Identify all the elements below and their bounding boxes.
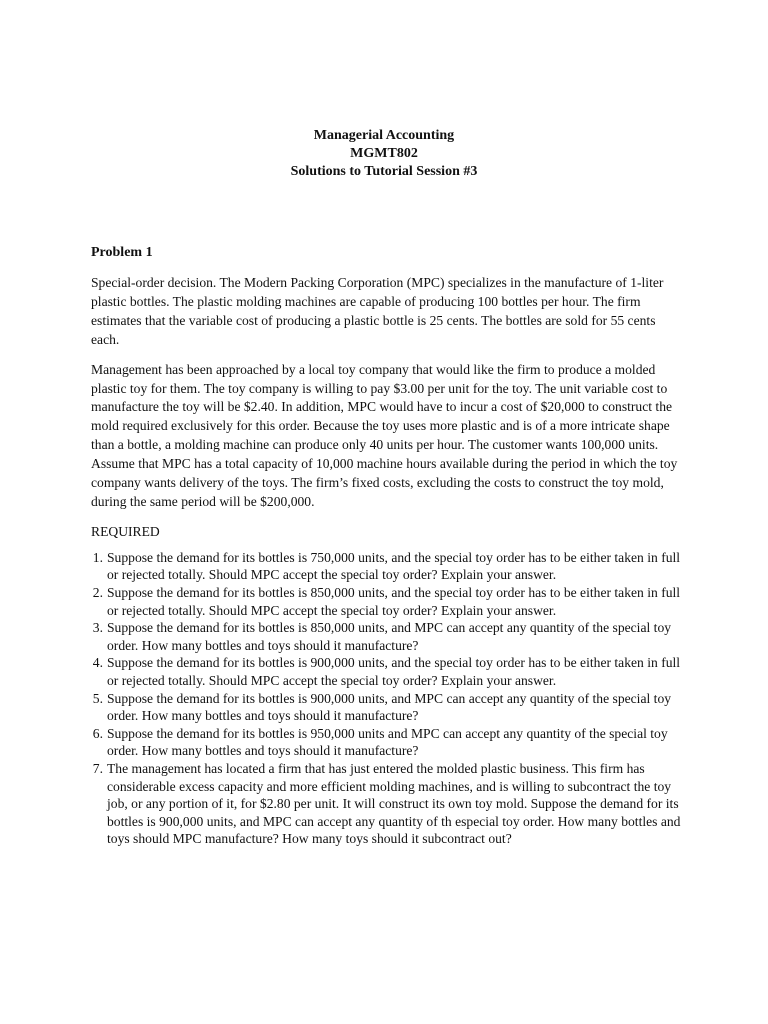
list-item-text: Suppose the demand for its bottles is 950,000 units and MPC can accept any quantity of the special toy order. How many bottles and toys should it manufacture? [107,725,668,759]
list-item [91,654,681,689]
list-item-number: 2. [92,585,103,601]
list-item-text: Suppose the demand for its bottles is 750,000 units, and the special toy order has to be either taken in full or rejected totally. Should MPC accept the special toy order? Explain your answer. [107,549,681,583]
list-item-number: 1. [92,549,103,565]
document-body [91,244,681,848]
problem-title: Problem 1 [91,245,153,260]
list-item-number: 6. [92,725,103,741]
document-header [0,127,768,181]
list-item-number: 4. [92,655,103,671]
list-item-text: Suppose the demand for its bottles is 850,000 units, and MPC can accept any quantity of the special toy order. How many bottles and toys should it manufacture? [107,620,672,653]
course-code: MGMT802 [350,146,418,161]
list-item [91,549,681,584]
list-item-text: The management has located a firm that has just entered the molded plastic business. This firm has considerable excess capacity and more efficient molding machines, and is willing to subcontract the toy job, or any portion of it, for $2.80 per unit. It will construct its own toy mold. Suppose the demand for its bottles is 900,000 units, and MPC can accept any quantity of th especial toy order. How many bottles and toys should MPC manufacture? How many toys should it subcontract out? [107,761,681,847]
list-item [91,619,681,654]
list-item-text: Suppose the demand for its bottles is 900,000 units, and MPC can accept any quantity of the special toy order. How many bottles and toys should it manufacture? [107,690,672,724]
list-item-text: Suppose the demand for its bottles is 850,000 units, and the special toy order has to be either taken in full or rejected totally. Should MPC accept the special toy order? Explain your answer. [107,585,681,618]
list-item-number: 5. [92,690,103,706]
required-label: REQUIRED [91,523,160,539]
list-item [91,690,681,725]
list-item [91,760,681,848]
problem-paragraph-1: Special-order decision. The Modern Packing Corporation (MPC) specializes in the manufacture of 1-liter plastic bottles. The plastic molding machines are capable of producing 100 bottles per hour. The firm estimates that the variable cost of producing a plastic bottle is 25 cents. The bottles are sold for 55 cents each. [91,275,664,347]
list-item-number: 7. [92,761,103,776]
course-title: Managerial Accounting [313,128,455,143]
list-item-text: Suppose the demand for its bottles is 900,000 units, and the special toy order has to be either taken in full or rejected totally. Should MPC accept the special toy order? Explain your answer. [107,655,681,689]
list-item [91,725,681,760]
problem-paragraph-2: Management has been approached by a local toy company that would like the firm to produce a molded plastic toy for them. The toy company is willing to pay $3.00 per unit for the toy. The unit variable cost to manufacture the toy will be $2.40. In addition, MPC would have to incur a cost of $20,000 to construct the mold required exclusively for this order. Because the toy uses more plastic and is of a more intricate shape than a bottle, a molding machine can produce only 40 units per hour. The customer wants 100,000 units. Assume that MPC has a total capacity of 10,000 machine hours available during the period in which the toy company wants delivery of the toys. The firm’s fixed costs, excluding the costs to construct the toy mold, during the same period will be $200,000. [91,361,678,509]
list-item-number: 3. [92,620,103,636]
list-item [91,584,681,619]
document-title: Solutions to Tutorial Session #3 [290,164,478,179]
questions-list [91,549,681,848]
